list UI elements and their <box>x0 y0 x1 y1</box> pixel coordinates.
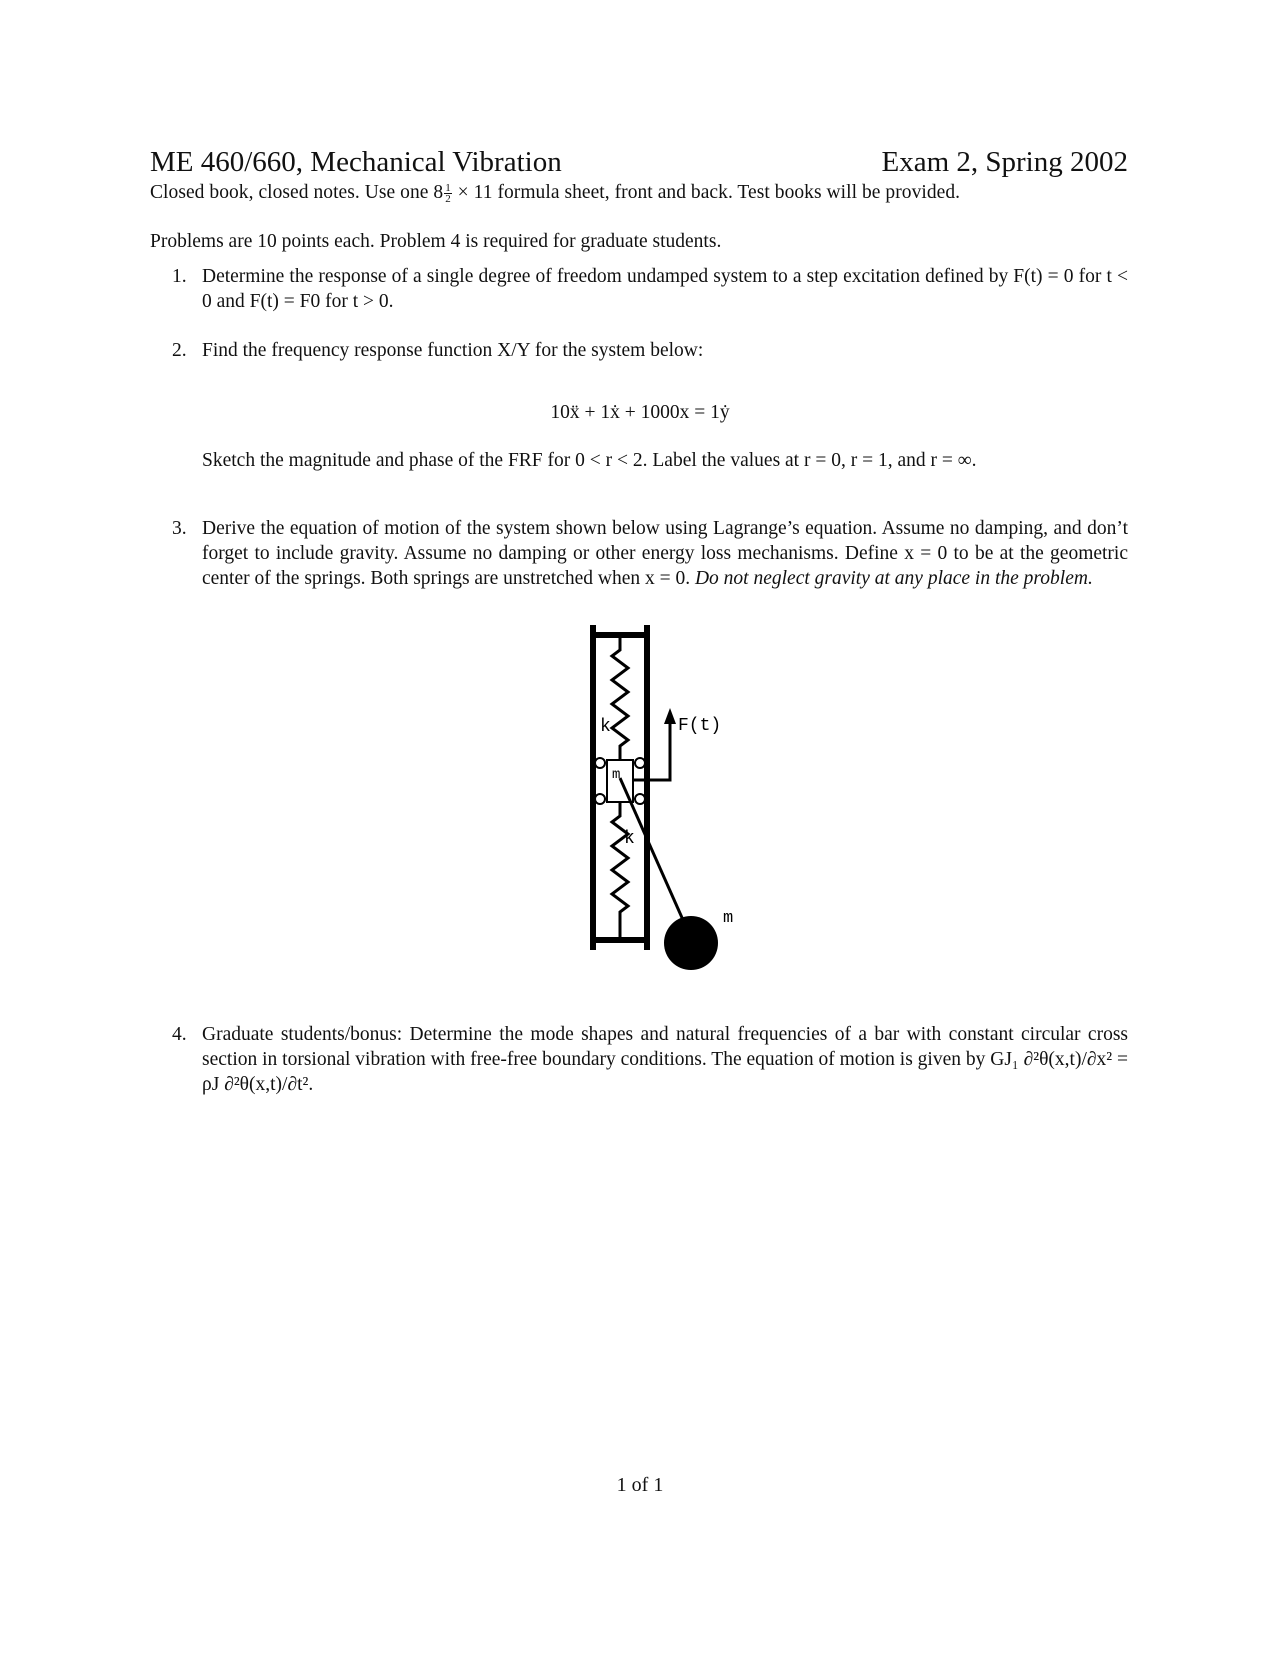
bottom-spring-label: k <box>624 829 635 849</box>
slider-mass-label: m <box>612 767 621 783</box>
force-line <box>633 720 670 780</box>
problem-1: 1. Determine the response of a single degree of freedom undamped system to a step excitation defined by F(t) = 0 for t < 0 and F(t) = F0 for t > 0. <box>172 266 1128 312</box>
roller-bottom-right <box>635 794 645 804</box>
problem-2-sketch <box>172 448 1128 473</box>
intro-text: Problems are 10 points each. Problem 4 is required for graduate students. <box>150 231 722 252</box>
roller-top-left <box>595 758 605 768</box>
instructions: Closed book, closed notes. Use one 8 $\frac{1}{2}$ × 11 formula sheet, front and back. Test books will be provided. <box>150 182 961 206</box>
problem-4-text: Graduate students/bonus: Determine the mode shapes and natural frequencies of a bar with constant circular cross section in torsional vibration with free-free boundary conditions. The equation of motion is given by GJ₁ ∂²θ(x,t)/∂x² = ρJ ∂²θ(x,t)/∂t². <box>202 1024 1128 1095</box>
pendulum-rod <box>620 778 691 938</box>
course-title: ME 460/660, Mechanical Vibration <box>150 146 562 178</box>
problem-3: 3. Derive the equation of motion of the system shown below using Lagrange’s equation. Assume no damping, and don’t forget to include gravity. Assume no damping or other energy loss mechanisms. Define x = 0 to be at the geometric center of the springs. Both springs are unstretched when x = 0. Do not neglect gravity at any place in the problem. <box>172 518 1128 589</box>
roller-bottom-left <box>595 794 605 804</box>
force-arrowhead <box>664 708 676 724</box>
header <box>150 146 1128 179</box>
top-spring-label: k <box>600 717 611 737</box>
roller-top-right <box>635 758 645 768</box>
pendulum-mass-label: m <box>723 909 734 928</box>
spring-pendulum-figure <box>570 620 770 990</box>
fraction-half: $\frac{1}{2}$ <box>445 182 451 206</box>
problem-3-text: Derive the equation of motion of the system shown below using Lagrange’s equation. Assume no damping, and don’t forget to include gravity. Assume no damping or other energy loss mechanisms. Define x = 0 to be at the geometric center of the springs. Both springs are unstretched when x = 0. Do not neglect gravity at any place in the problem. <box>202 518 1128 589</box>
problem-2: 2. Find the frequency response function X/Y for the system below: <box>172 338 1128 363</box>
problem-3-italic-note: Do not neglect gravity at any place in the problem. <box>694 568 1093 589</box>
problem-1-text: Determine the response of a single degree of freedom undamped system to a step excitation defined by F(t) = 0 for t < 0 and F(t) = F0 for t > 0. <box>202 266 1128 312</box>
pendulum-bob <box>664 916 718 970</box>
exam-title: Exam 2, Spring 2002 <box>881 146 1128 178</box>
problem-2-text2: Sketch the magnitude and phase of the FRF for 0 < r < 2. Label the values at r = 0, r = 1, and r = ∞. <box>202 450 977 471</box>
problem-4: 4. Graduate students/bonus: Determine the mode shapes and natural frequencies of a bar with constant circular cross section in torsional vibration with free-free boundary conditions. The equation of motion is given by GJ₁ ∂²θ(x,t)/∂x² = ρJ ∂²θ(x,t)/∂t². <box>172 1024 1128 1095</box>
page-number: 1 of 1 <box>616 1474 664 1496</box>
top-spring <box>612 638 628 760</box>
problem-2-text: Find the frequency response function X/Y for the system below: <box>202 340 704 361</box>
force-label: F(t) <box>678 716 722 736</box>
bottom-spring <box>612 802 628 940</box>
problem-2-equation: 10ẍ + 1ẋ + 1000x = 1ẏ <box>550 402 730 423</box>
